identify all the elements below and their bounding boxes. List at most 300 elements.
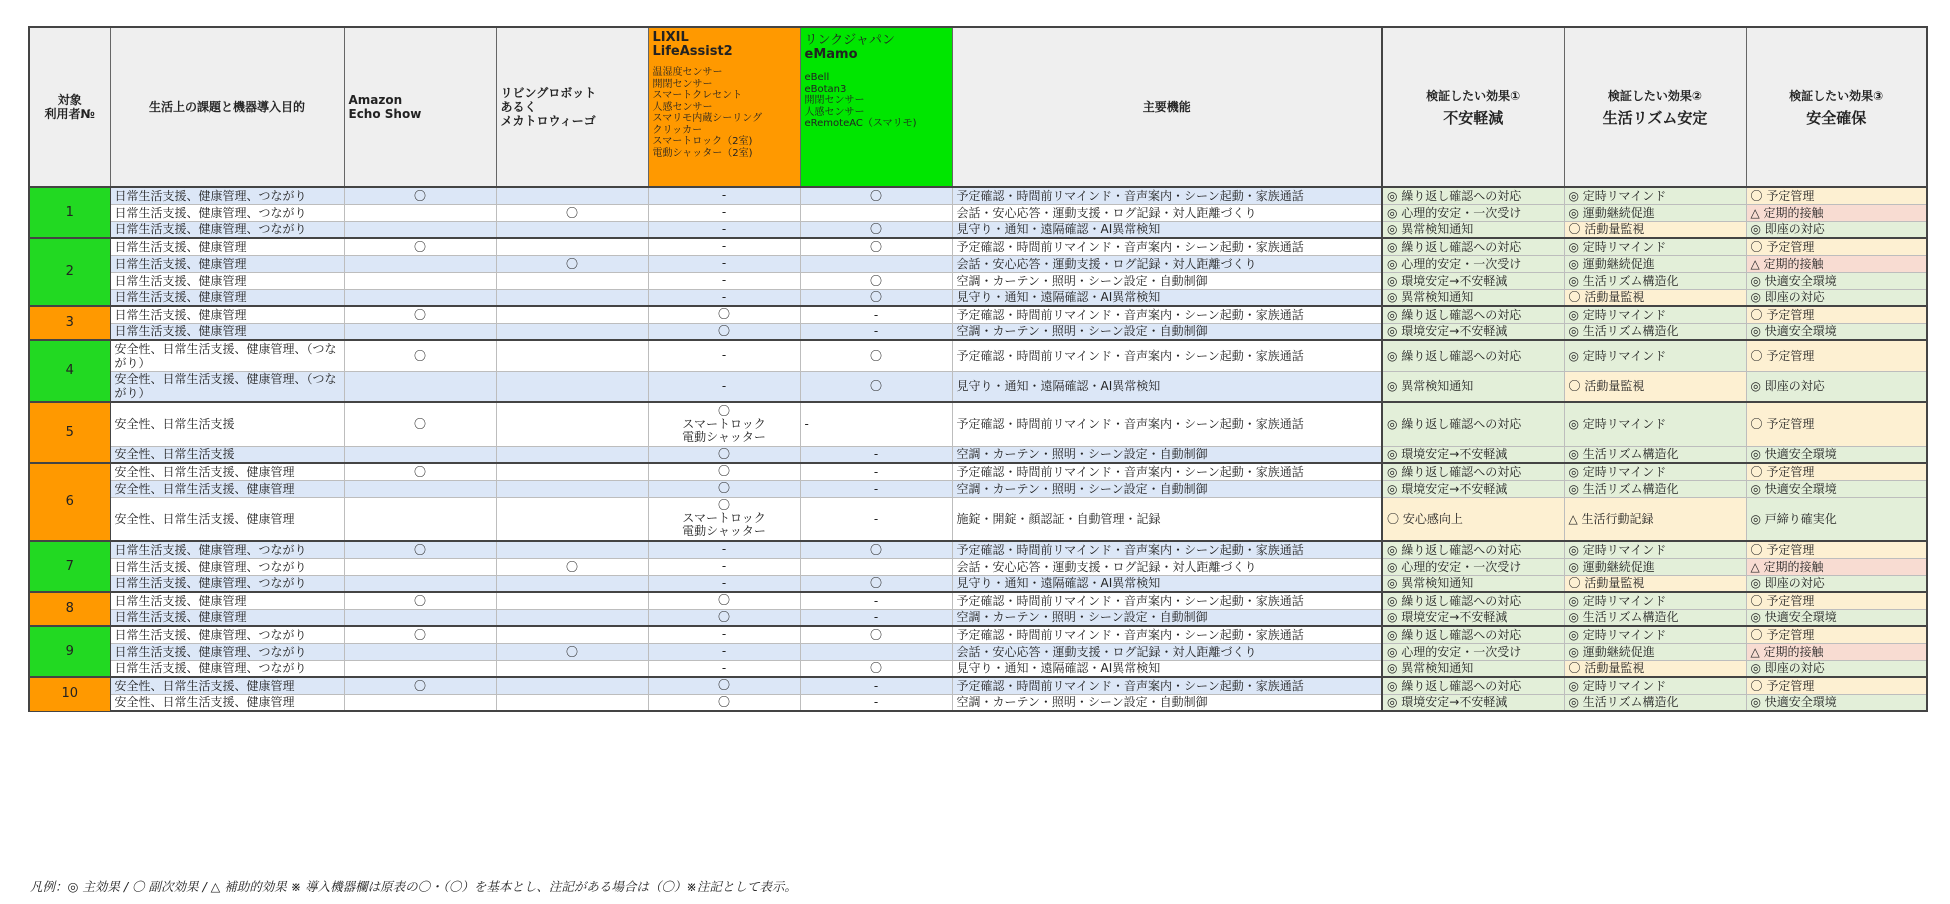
echo-show-cell: [344, 558, 496, 575]
echo-show-cell: [344, 221, 496, 238]
effect-3-cell: ◎ 快適安全環境: [1746, 694, 1927, 711]
echo-show-cell: [344, 609, 496, 626]
effect-2-cell: 〇 活動量監視: [1564, 289, 1746, 306]
feature-cell: 空調・カーテン・照明・シーン設定・自動制御: [952, 480, 1382, 497]
effect-1-cell: ◎ 繰り返し確認への対応: [1382, 677, 1564, 694]
device-plan-table: [28, 26, 1928, 712]
purpose-cell: 日常生活支援、健康管理: [110, 238, 344, 255]
effect-2-cell: 〇 活動量監視: [1564, 660, 1746, 677]
header-effect-1: [1382, 27, 1564, 187]
effect-1-cell: ◎ 繰り返し確認への対応: [1382, 238, 1564, 255]
table-row: [29, 463, 1927, 480]
lixil-cell: 〇: [648, 677, 800, 694]
effect-2-cell: ◎ 定時リマインド: [1564, 626, 1746, 643]
effect-2-cell: ◎ 定時リマインド: [1564, 541, 1746, 558]
table-row: [29, 694, 1927, 711]
effect-1-cell: ◎ 環境安定→不安軽減: [1382, 323, 1564, 340]
header-features: 主要機能: [952, 27, 1382, 187]
effect-2-cell: ◎ 生活リズム構造化: [1564, 480, 1746, 497]
effect-2-cell: ◎ 生活リズム構造化: [1564, 609, 1746, 626]
echo-show-cell: 〇: [344, 187, 496, 204]
effect-1-cell: ◎ 異常検知通知: [1382, 660, 1564, 677]
feature-cell: 空調・カーテン・照明・シーン設定・自動制御: [952, 323, 1382, 340]
purpose-cell: 日常生活支援、健康管理、つながり: [110, 643, 344, 660]
feature-cell: 予定確認・時間前リマインド・音声案内・シーン起動・家族通話: [952, 592, 1382, 609]
header-effect-1-label: 検証したい効果①: [1426, 89, 1521, 103]
feature-cell: 見守り・通知・遠隔確認・AI異常検知: [952, 660, 1382, 677]
header-robot-line1: リビングロボット: [500, 86, 597, 100]
header-lixil-item: スマートロック（2室): [652, 136, 753, 147]
effect-2-cell: ◎ 定時リマインド: [1564, 306, 1746, 323]
effect-1-cell: ◎ 繰り返し確認への対応: [1382, 402, 1564, 446]
lixil-cell: -: [648, 204, 800, 221]
link-japan-cell: [800, 255, 952, 272]
purpose-cell: 安全性、日常生活支援: [110, 402, 344, 446]
echo-show-cell: [344, 446, 496, 463]
robot-cell: [496, 463, 648, 480]
effect-1-cell: ◎ 繰り返し確認への対応: [1382, 187, 1564, 204]
table-row: [29, 480, 1927, 497]
effect-2-cell: ◎ 定時リマインド: [1564, 187, 1746, 204]
echo-show-cell: 〇: [344, 402, 496, 446]
link-japan-cell: 〇: [800, 575, 952, 592]
user-number-cell: 8: [29, 592, 110, 626]
effect-1-cell: ◎ 異常検知通知: [1382, 221, 1564, 238]
echo-show-cell: [344, 497, 496, 541]
effect-2-cell: 〇 活動量監視: [1564, 371, 1746, 402]
effect-3-cell: 〇 予定管理: [1746, 541, 1927, 558]
header-user-line1: 対象: [57, 93, 82, 107]
effect-3-cell: ◎ 快適安全環境: [1746, 480, 1927, 497]
table-row: [29, 660, 1927, 677]
robot-cell: [496, 187, 648, 204]
feature-cell: 空調・カーテン・照明・シーン設定・自動制御: [952, 609, 1382, 626]
lixil-cell: 〇 スマートロック 電動シャッター: [648, 402, 800, 446]
lixil-cell: 〇: [648, 463, 800, 480]
lixil-cell: -: [648, 272, 800, 289]
robot-cell: [496, 480, 648, 497]
effect-2-cell: 〇 活動量監視: [1564, 575, 1746, 592]
header-row: [29, 27, 1927, 187]
table-row: [29, 558, 1927, 575]
feature-cell: 空調・カーテン・照明・シーン設定・自動制御: [952, 272, 1382, 289]
effect-3-cell: ◎ 快適安全環境: [1746, 609, 1927, 626]
purpose-cell: 日常生活支援、健康管理: [110, 306, 344, 323]
link-japan-cell: -: [800, 323, 952, 340]
effect-3-cell: ◎ 即座の対応: [1746, 371, 1927, 402]
header-lixil-title2: LifeAssist2: [652, 44, 733, 59]
header-lixil-item: 電動シャッター（2室): [652, 147, 753, 159]
header-link-title2: eMamo: [804, 47, 858, 62]
header-link-item: 開閉センサー: [804, 95, 865, 106]
link-japan-cell: 〇: [800, 340, 952, 371]
table-row: [29, 592, 1927, 609]
effect-3-cell: 〇 予定管理: [1746, 340, 1927, 371]
effect-2-cell: ◎ 生活リズム構造化: [1564, 446, 1746, 463]
lixil-cell: -: [648, 238, 800, 255]
robot-cell: [496, 371, 648, 402]
effect-3-cell: 〇 予定管理: [1746, 677, 1927, 694]
robot-cell: 〇: [496, 558, 648, 575]
lixil-cell: -: [648, 660, 800, 677]
header-effect-3-label: 検証したい効果③: [1789, 89, 1884, 103]
table-row: [29, 575, 1927, 592]
plan-table-container: [28, 26, 1926, 712]
purpose-cell: 日常生活支援、健康管理: [110, 609, 344, 626]
echo-show-cell: [344, 480, 496, 497]
feature-cell: 予定確認・時間前リマインド・音声案内・シーン起動・家族通話: [952, 340, 1382, 371]
feature-cell: 見守り・通知・遠隔確認・AI異常検知: [952, 221, 1382, 238]
legend-note: 凡例：◎ 主効果 / 〇 副次効果 / △ 補助的効果 ※ 導入機器欄は原表の〇・（〇）を基本とし、注記がある場合は（〇）※注記として表示。: [30, 879, 797, 894]
table-row: [29, 255, 1927, 272]
echo-show-cell: 〇: [344, 677, 496, 694]
effect-3-cell: ◎ 快適安全環境: [1746, 272, 1927, 289]
effect-3-cell: △ 定期的接触: [1746, 255, 1927, 272]
table-row: [29, 272, 1927, 289]
link-japan-cell: -: [800, 592, 952, 609]
lixil-cell: -: [648, 289, 800, 306]
user-number-cell: 9: [29, 626, 110, 677]
lixil-cell: -: [648, 187, 800, 204]
link-japan-cell: 〇: [800, 221, 952, 238]
effect-1-cell: ◎ 心理的安定・一次受け: [1382, 204, 1564, 221]
table-row: [29, 187, 1927, 204]
table-row: [29, 221, 1927, 238]
effect-3-cell: 〇 予定管理: [1746, 187, 1927, 204]
link-japan-cell: 〇: [800, 238, 952, 255]
echo-show-cell: [344, 323, 496, 340]
effect-2-cell: ◎ 定時リマインド: [1564, 677, 1746, 694]
table-row: [29, 306, 1927, 323]
table-row: [29, 609, 1927, 626]
purpose-cell: 日常生活支援、健康管理、つながり: [110, 575, 344, 592]
header-link-japan: [800, 27, 952, 187]
echo-show-cell: [344, 204, 496, 221]
user-number-cell: 2: [29, 238, 110, 306]
robot-cell: [496, 609, 648, 626]
lixil-cell: 〇: [648, 480, 800, 497]
robot-cell: [496, 541, 648, 558]
feature-cell: 見守り・通知・遠隔確認・AI異常検知: [952, 289, 1382, 306]
link-japan-cell: [800, 558, 952, 575]
link-japan-cell: -: [800, 480, 952, 497]
feature-cell: 予定確認・時間前リマインド・音声案内・シーン起動・家族通話: [952, 677, 1382, 694]
user-number-cell: 6: [29, 463, 110, 541]
table-body: [29, 187, 1927, 711]
purpose-cell: 日常生活支援、健康管理: [110, 323, 344, 340]
feature-cell: 予定確認・時間前リマインド・音声案内・シーン起動・家族通話: [952, 463, 1382, 480]
table-row: [29, 626, 1927, 643]
header-echo-show: [344, 27, 496, 187]
robot-cell: [496, 626, 648, 643]
effect-1-cell: ◎ 繰り返し確認への対応: [1382, 541, 1564, 558]
effect-2-cell: △ 生活行動記録: [1564, 497, 1746, 541]
feature-cell: 空調・カーテン・照明・シーン設定・自動制御: [952, 694, 1382, 711]
effect-1-cell: ◎ 環境安定→不安軽減: [1382, 446, 1564, 463]
table-row: [29, 497, 1927, 541]
effect-2-cell: ◎ 定時リマインド: [1564, 592, 1746, 609]
feature-cell: 予定確認・時間前リマインド・音声案内・シーン起動・家族通話: [952, 626, 1382, 643]
header-user-line2: 利用者№: [44, 107, 95, 121]
header-link-item: eBotan3: [804, 83, 847, 95]
table-row: [29, 323, 1927, 340]
purpose-cell: 日常生活支援、健康管理: [110, 272, 344, 289]
link-japan-cell: -: [800, 694, 952, 711]
header-effect-1-title: 不安軽減: [1443, 109, 1504, 127]
robot-cell: [496, 446, 648, 463]
robot-cell: [496, 677, 648, 694]
lixil-cell: 〇: [648, 592, 800, 609]
lixil-cell: -: [648, 221, 800, 238]
echo-show-cell: [344, 643, 496, 660]
effect-2-cell: 〇 活動量監視: [1564, 221, 1746, 238]
effect-3-cell: ◎ 即座の対応: [1746, 660, 1927, 677]
header-effect-3-title: 安全確保: [1806, 109, 1867, 127]
header-lixil: [648, 27, 800, 187]
feature-cell: 予定確認・時間前リマインド・音声案内・シーン起動・家族通話: [952, 187, 1382, 204]
robot-cell: [496, 238, 648, 255]
effect-1-cell: ◎ 環境安定→不安軽減: [1382, 609, 1564, 626]
link-japan-cell: -: [800, 497, 952, 541]
robot-cell: [496, 402, 648, 446]
header-link-item: eRemoteAC（スマリモ): [804, 118, 917, 129]
robot-cell: [496, 694, 648, 711]
link-japan-cell: 〇: [800, 660, 952, 677]
purpose-cell: 日常生活支援、健康管理、つながり: [110, 221, 344, 238]
effect-2-cell: ◎ 運動継続促進: [1564, 558, 1746, 575]
effect-2-cell: ◎ 定時リマインド: [1564, 238, 1746, 255]
header-effect-3: [1746, 27, 1927, 187]
purpose-cell: 日常生活支援、健康管理、つながり: [110, 204, 344, 221]
lixil-cell: 〇: [648, 306, 800, 323]
effect-2-cell: ◎ 定時リマインド: [1564, 463, 1746, 480]
robot-cell: 〇: [496, 643, 648, 660]
effect-1-cell: ◎ 環境安定→不安軽減: [1382, 480, 1564, 497]
header-lixil-item: 開閉センサー: [652, 78, 713, 90]
lixil-cell: -: [648, 575, 800, 592]
header-lixil-title1: LIXIL: [652, 30, 689, 45]
effect-2-cell: ◎ 生活リズム構造化: [1564, 323, 1746, 340]
robot-cell: [496, 575, 648, 592]
link-japan-cell: 〇: [800, 187, 952, 204]
table-row: [29, 643, 1927, 660]
effect-1-cell: ◎ 心理的安定・一次受け: [1382, 558, 1564, 575]
echo-show-cell: [344, 694, 496, 711]
echo-show-cell: 〇: [344, 592, 496, 609]
echo-show-cell: 〇: [344, 541, 496, 558]
robot-cell: [496, 272, 648, 289]
link-japan-cell: 〇: [800, 626, 952, 643]
feature-cell: 会話・安心応答・運動支援・ログ記録・対人距離づくり: [952, 643, 1382, 660]
echo-show-cell: 〇: [344, 626, 496, 643]
header-purpose: 生活上の課題と機器導入目的: [110, 27, 344, 187]
robot-cell: [496, 289, 648, 306]
header-link-item: 人感センサー: [804, 106, 865, 118]
link-japan-cell: [800, 643, 952, 660]
lixil-cell: -: [648, 558, 800, 575]
table-row: [29, 204, 1927, 221]
echo-show-cell: [344, 272, 496, 289]
feature-cell: 予定確認・時間前リマインド・音声案内・シーン起動・家族通話: [952, 402, 1382, 446]
feature-cell: 空調・カーテン・照明・シーン設定・自動制御: [952, 446, 1382, 463]
echo-show-cell: [344, 289, 496, 306]
link-japan-cell: -: [800, 446, 952, 463]
purpose-cell: 安全性、日常生活支援: [110, 446, 344, 463]
link-japan-cell: 〇: [800, 272, 952, 289]
effect-2-cell: ◎ 定時リマインド: [1564, 340, 1746, 371]
effect-3-cell: 〇 予定管理: [1746, 306, 1927, 323]
header-lixil-item: 温湿度センサー: [652, 67, 723, 78]
table-row: [29, 541, 1927, 558]
effect-1-cell: ◎ 繰り返し確認への対応: [1382, 463, 1564, 480]
purpose-cell: 日常生活支援、健康管理、つながり: [110, 626, 344, 643]
feature-cell: 会話・安心応答・運動支援・ログ記録・対人距離づくり: [952, 558, 1382, 575]
header-link-title1: リンクジャパン: [804, 33, 895, 48]
purpose-cell: 日常生活支援、健康管理: [110, 592, 344, 609]
header-user-no: [29, 27, 110, 187]
robot-cell: 〇: [496, 204, 648, 221]
effect-3-cell: ◎ 即座の対応: [1746, 575, 1927, 592]
lixil-cell: -: [648, 541, 800, 558]
purpose-cell: 安全性、日常生活支援、健康管理: [110, 463, 344, 480]
purpose-cell: 日常生活支援、健康管理、つながり: [110, 541, 344, 558]
purpose-cell: 安全性、日常生活支援、健康管理: [110, 694, 344, 711]
table-row: [29, 340, 1927, 371]
link-japan-cell: -: [800, 609, 952, 626]
feature-cell: 予定確認・時間前リマインド・音声案内・シーン起動・家族通話: [952, 306, 1382, 323]
table-row: [29, 402, 1927, 446]
link-japan-cell: 〇: [800, 541, 952, 558]
effect-2-cell: ◎ 生活リズム構造化: [1564, 694, 1746, 711]
effect-1-cell: ◎ 環境安定→不安軽減: [1382, 272, 1564, 289]
echo-show-cell: [344, 660, 496, 677]
effect-3-cell: ◎ 即座の対応: [1746, 221, 1927, 238]
robot-cell: [496, 592, 648, 609]
effect-3-cell: ◎ 快適安全環境: [1746, 446, 1927, 463]
feature-cell: 施錠・開錠・顔認証・自動管理・記録: [952, 497, 1382, 541]
echo-show-cell: 〇: [344, 238, 496, 255]
purpose-cell: 安全性、日常生活支援、健康管理: [110, 497, 344, 541]
purpose-cell: 日常生活支援、健康管理、つながり: [110, 660, 344, 677]
effect-2-cell: ◎ 運動継続促進: [1564, 255, 1746, 272]
lixil-cell: -: [648, 371, 800, 402]
effect-1-cell: ◎ 異常検知通知: [1382, 289, 1564, 306]
feature-cell: 会話・安心応答・運動支援・ログ記録・対人距離づくり: [952, 204, 1382, 221]
table-row: [29, 371, 1927, 402]
feature-cell: 見守り・通知・遠隔確認・AI異常検知: [952, 371, 1382, 402]
feature-cell: 見守り・通知・遠隔確認・AI異常検知: [952, 575, 1382, 592]
purpose-cell: 安全性、日常生活支援、健康管理、（つながり）: [110, 340, 344, 371]
effect-3-cell: 〇 予定管理: [1746, 626, 1927, 643]
header-echo-line1: Amazon: [348, 93, 403, 107]
header-robot-line2: あるく: [500, 100, 537, 114]
effect-1-cell: ◎ 異常検知通知: [1382, 371, 1564, 402]
effect-2-cell: ◎ 定時リマインド: [1564, 402, 1746, 446]
link-japan-cell: -: [800, 306, 952, 323]
user-number-cell: 7: [29, 541, 110, 592]
effect-3-cell: ◎ 快適安全環境: [1746, 323, 1927, 340]
purpose-cell: 日常生活支援、健康管理、つながり: [110, 187, 344, 204]
echo-show-cell: 〇: [344, 463, 496, 480]
lixil-cell: 〇: [648, 446, 800, 463]
purpose-cell: 安全性、日常生活支援、健康管理: [110, 677, 344, 694]
lixil-cell: 〇: [648, 323, 800, 340]
effect-3-cell: △ 定期的接触: [1746, 643, 1927, 660]
effect-1-cell: ◎ 繰り返し確認への対応: [1382, 592, 1564, 609]
robot-cell: [496, 340, 648, 371]
lixil-cell: -: [648, 255, 800, 272]
effect-3-cell: △ 定期的接触: [1746, 204, 1927, 221]
link-japan-cell: -: [800, 677, 952, 694]
effect-1-cell: 〇 安心感向上: [1382, 497, 1564, 541]
table-row: [29, 677, 1927, 694]
effect-1-cell: ◎ 異常検知通知: [1382, 575, 1564, 592]
link-japan-cell: [800, 204, 952, 221]
purpose-cell: 安全性、日常生活支援、健康管理、（つながり）: [110, 371, 344, 402]
header-link-item: eBell: [804, 72, 830, 83]
echo-show-cell: 〇: [344, 340, 496, 371]
effect-3-cell: ◎ 即座の対応: [1746, 289, 1927, 306]
header-robot: [496, 27, 648, 187]
lixil-cell: -: [648, 626, 800, 643]
feature-cell: 会話・安心応答・運動支援・ログ記録・対人距離づくり: [952, 255, 1382, 272]
header-effect-2-label: 検証したい効果②: [1607, 89, 1703, 103]
echo-show-cell: [344, 255, 496, 272]
effect-2-cell: ◎ 生活リズム構造化: [1564, 272, 1746, 289]
effect-1-cell: ◎ 心理的安定・一次受け: [1382, 255, 1564, 272]
link-japan-cell: 〇: [800, 371, 952, 402]
effect-3-cell: △ 定期的接触: [1746, 558, 1927, 575]
effect-3-cell: 〇 予定管理: [1746, 592, 1927, 609]
header-effect-2: [1564, 27, 1746, 187]
feature-cell: 予定確認・時間前リマインド・音声案内・シーン起動・家族通話: [952, 238, 1382, 255]
lixil-cell: -: [648, 340, 800, 371]
effect-1-cell: ◎ 繰り返し確認への対応: [1382, 306, 1564, 323]
purpose-cell: 安全性、日常生活支援、健康管理: [110, 480, 344, 497]
robot-cell: [496, 306, 648, 323]
effect-1-cell: ◎ 繰り返し確認への対応: [1382, 340, 1564, 371]
header-echo-line2: Echo Show: [348, 107, 422, 121]
effect-1-cell: ◎ 心理的安定・一次受け: [1382, 643, 1564, 660]
effect-3-cell: 〇 予定管理: [1746, 238, 1927, 255]
header-robot-line3: メカトロウィーゴ: [500, 114, 596, 128]
effect-1-cell: ◎ 環境安定→不安軽減: [1382, 694, 1564, 711]
user-number-cell: 1: [29, 187, 110, 238]
table-row: [29, 289, 1927, 306]
effect-2-cell: ◎ 運動継続促進: [1564, 204, 1746, 221]
robot-cell: [496, 323, 648, 340]
purpose-cell: 日常生活支援、健康管理: [110, 289, 344, 306]
lixil-cell: 〇: [648, 694, 800, 711]
robot-cell: [496, 660, 648, 677]
lixil-cell: 〇: [648, 609, 800, 626]
link-japan-cell: -: [800, 402, 952, 446]
user-number-cell: 5: [29, 402, 110, 463]
robot-cell: 〇: [496, 255, 648, 272]
feature-cell: 予定確認・時間前リマインド・音声案内・シーン起動・家族通話: [952, 541, 1382, 558]
echo-show-cell: [344, 371, 496, 402]
table-row: [29, 446, 1927, 463]
user-number-cell: 3: [29, 306, 110, 340]
user-number-cell: 10: [29, 677, 110, 711]
user-number-cell: 4: [29, 340, 110, 402]
lixil-cell: -: [648, 643, 800, 660]
effect-3-cell: 〇 予定管理: [1746, 402, 1927, 446]
effect-2-cell: ◎ 運動継続促進: [1564, 643, 1746, 660]
header-lixil-item: スマートクレセント: [652, 90, 743, 101]
header-lixil-item: 人感センサー: [652, 101, 713, 113]
effect-1-cell: ◎ 繰り返し確認への対応: [1382, 626, 1564, 643]
